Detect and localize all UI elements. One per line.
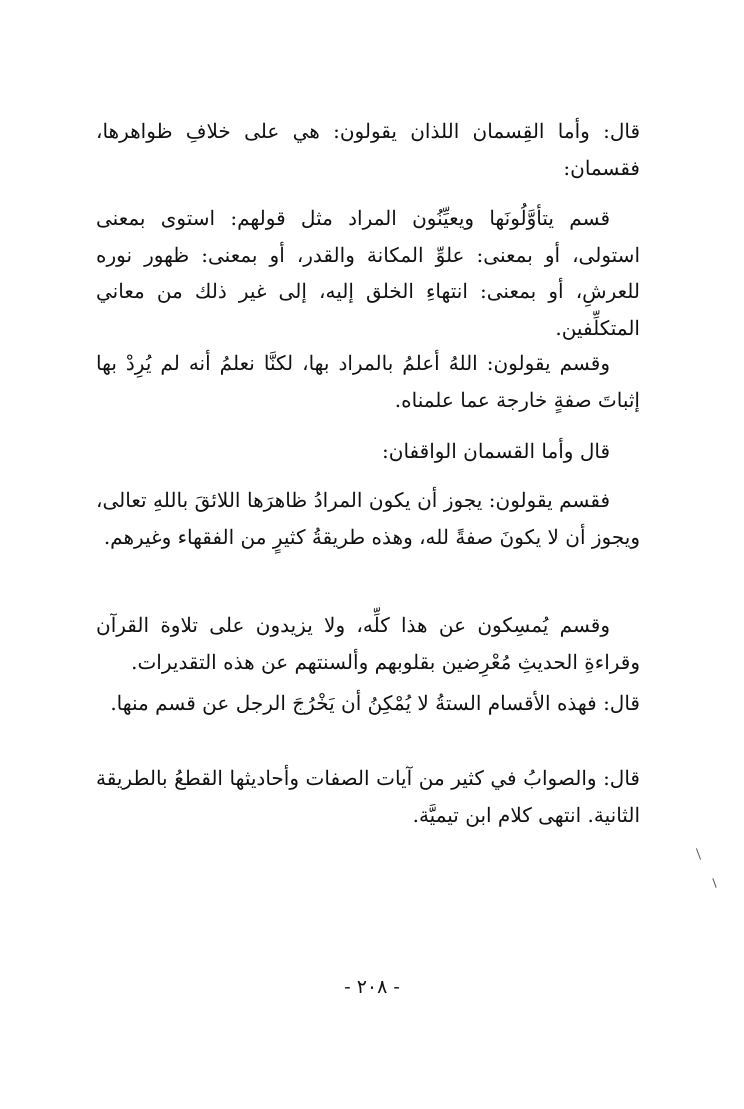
paragraph-2: قسم يتأوَّلُونَها ويعيِّنُون المراد مثل قولهم: استوى بمعنى استولى، أو بمعنى: علوِّ المكانة والقدر، أو بمعنى: ظهور نوره للعرشِ، أو بمعنى: انتهاءِ الخلق إليه، إلى غير ذلك من معاني المتكلِّفين. <box>96 206 640 340</box>
paragraph-3: وقسم يقولون: اللهُ أعلمُ بالمراد بها، لكنَّا نعلمُ أنه لم يُرِدْ بها إثباتَ صفةٍ خارجة عما علمناه. <box>96 351 640 412</box>
scan-speck <box>712 878 716 888</box>
paragraph-1: قال: وأما القِسمان اللذان يقولون: هي على خلافِ ظواهرها، فقسمان: <box>96 119 640 180</box>
paragraph-5: فقسم يقولون: يجوز أن يكون المرادُ ظاهرَها اللائقَ باللهِ تعالى، ويجوز أن لا يكونَ صفةً لله، وهذه طريقةُ كثيرٍ من الفقهاء وغيرهم. <box>96 488 640 549</box>
page-number: - ٢٠٨ - <box>344 976 400 998</box>
scan-speck <box>696 848 701 860</box>
paragraph-8: قال: والصوابُ في كثير من آيات الصفات وأحاديثها القطعُ بالطريقة الثانية. انتهى كلام ابن تيميَّة. <box>96 766 640 827</box>
paragraph-4: قال وأما القسمان الواقفان: <box>382 439 610 463</box>
paragraph-7: قال: فهذه الأقسام الستةُ لا يُمْكِنُ أن يَخْرُجَ الرجل عن قسم منها. <box>110 691 640 715</box>
paragraph-6: وقسم يُمسِكون عن هذا كلِّه، ولا يزيدون على تلاوة القرآن وقراءةِ الحديثِ مُعْرِضين بقلوبهم وألسنتهم عن هذه التقديرات. <box>96 613 640 674</box>
